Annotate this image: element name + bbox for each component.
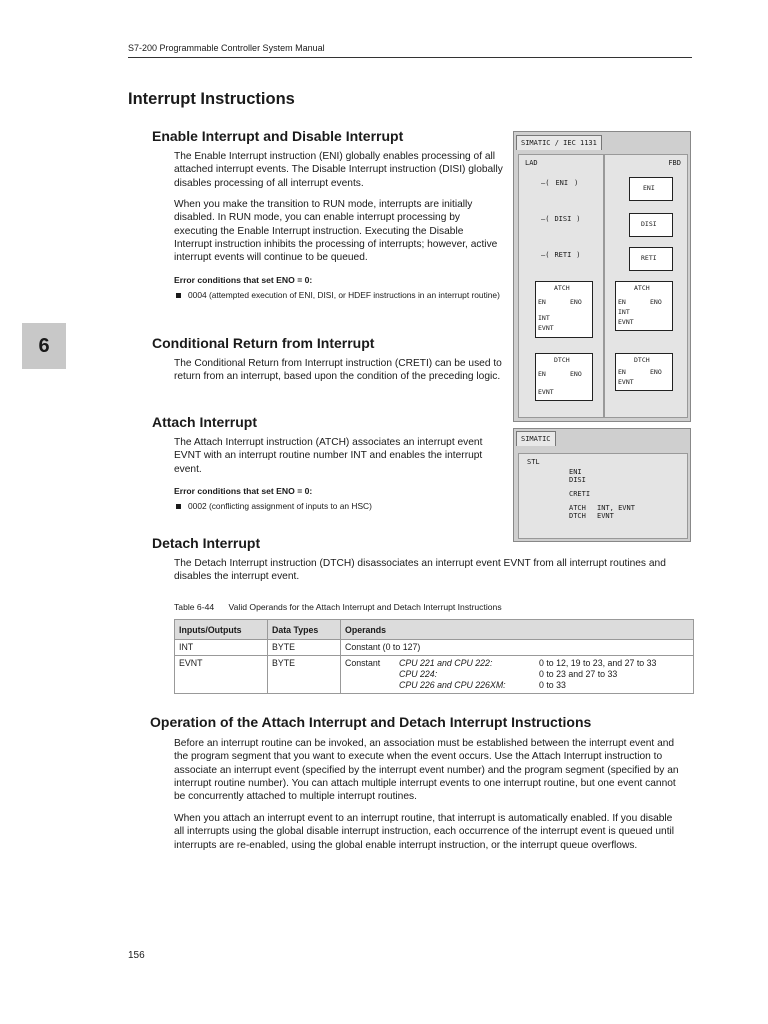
page-title: Interrupt Instructions bbox=[128, 90, 295, 108]
chapter-tab: 6 bbox=[22, 323, 66, 369]
atch-paragraph: The Attach Interrupt instruction (ATCH) associates an interrupt event EVNT with an interrupt routine number INT and enables the interrupt event. bbox=[174, 437, 483, 475]
table-row bbox=[175, 656, 694, 694]
lad-atch-eno: ENO bbox=[570, 298, 582, 306]
table-header-cell: Operands bbox=[341, 620, 694, 640]
stl-label: STL bbox=[527, 458, 540, 466]
section-heading-atch: Attach Interrupt bbox=[152, 414, 257, 430]
stl-op: DISI bbox=[569, 476, 586, 484]
fbd-atch-eno: ENO bbox=[650, 298, 662, 306]
header-rule bbox=[128, 57, 692, 58]
fbd-label: FBD bbox=[668, 159, 681, 167]
table-header-cell: Data Types bbox=[268, 620, 341, 640]
bullet-square-icon bbox=[176, 504, 181, 509]
cpu-name: CPU 226 and CPU 226XM: bbox=[399, 680, 506, 690]
stl-code bbox=[569, 468, 635, 520]
lad-fbd-panel bbox=[513, 131, 691, 422]
fbd-eni-box bbox=[629, 177, 673, 201]
lad-dtch-title: DTCH bbox=[554, 356, 570, 364]
dtch-paragraph: The Detach Interrupt instruction (DTCH) disassociates an interrupt event EVNT from all interrupt routines and disables the interrupt event. bbox=[174, 558, 666, 583]
lad-atch-block bbox=[535, 281, 593, 338]
fbd-dtch-block bbox=[615, 353, 673, 391]
coil-reti: –( RETI ) bbox=[541, 251, 581, 259]
stl-op: CRETI bbox=[569, 490, 591, 498]
lad-dtch-eno: ENO bbox=[570, 370, 582, 378]
running-header: S7-200 Programmable Controller System Manual bbox=[128, 43, 325, 53]
stl-op: DTCH bbox=[569, 512, 586, 520]
event-range: 0 to 23 and 27 to 33 bbox=[539, 669, 618, 679]
eni-error-item bbox=[174, 290, 508, 301]
table-cell: BYTE bbox=[268, 640, 341, 656]
creti-paragraph: The Conditional Return from Interrupt instruction (CRETI) can be used to return from an interrupt, based upon the condition of the preceding logic. bbox=[174, 358, 502, 383]
fbd-atch-en: EN bbox=[618, 298, 626, 306]
fbd-dtch-en: EN bbox=[618, 368, 626, 376]
coil-reti-label: RETI bbox=[554, 251, 572, 259]
stl-line bbox=[569, 504, 635, 512]
bullet-square-icon bbox=[176, 293, 181, 298]
fbd-atch-title: ATCH bbox=[634, 284, 650, 292]
fbd-reti-box bbox=[629, 247, 673, 271]
lad-dtch-en: EN bbox=[538, 370, 546, 378]
coil-disi-label: DISI bbox=[554, 215, 572, 223]
eni-paragraph-2: When you make the transition to RUN mode, interrupts are initially disabled. In RUN mode, you can enable interrupt processing by executing the Enable Interrupt instruction. Executing the Disable Interrupt instruction inhibits the processing of interrupts; however, active interrupt events will continue to be queued. bbox=[174, 199, 498, 264]
table-caption-number: Table 6-44 bbox=[174, 602, 215, 612]
cpu-range-list bbox=[399, 658, 656, 691]
lad-column bbox=[518, 154, 604, 418]
fbd-column bbox=[604, 154, 688, 418]
stl-line bbox=[569, 468, 635, 476]
table-cell: BYTE bbox=[268, 656, 341, 694]
coil-eni-label: ENI bbox=[555, 179, 569, 187]
atch-error-text: 0002 (conflicting assignment of inputs to an HSC) bbox=[188, 501, 372, 511]
operation-paragraph-2: When you attach an interrupt event to an interrupt routine, that interrupt is automatically enabled. If you disable all interrupts using the global disable interrupt instruction, each occurrence of the interrupt event is queued until interrupts are re-enabled, using the global enable interrupt instruction, or the interrupt queue overflows. bbox=[174, 813, 675, 851]
table-cell-operands bbox=[341, 656, 694, 694]
section-heading-dtch: Detach Interrupt bbox=[152, 535, 261, 551]
operation-paragraph-1: Before an interrupt routine can be invoked, an association must be established between the interrupt event and the program segment that you want to execute when the event occurs. Use the Attach Interrupt instruction to associate an interrupt event (specified by the interrupt event number) and the program segment (specified by an interrupt routine number). You can attach multiple interrupt events to one interrupt routine, but one event cannot be concurrently attached to multiple interrupt routines. bbox=[174, 738, 679, 803]
lad-dtch-evnt: EVNT bbox=[538, 388, 554, 396]
stl-line bbox=[569, 476, 635, 484]
stl-panel bbox=[513, 428, 691, 542]
stl-line bbox=[569, 490, 635, 498]
stl-args: EVNT bbox=[597, 512, 614, 520]
fbd-disi-label: DISI bbox=[641, 220, 657, 228]
table-caption bbox=[174, 602, 502, 612]
fbd-disi-box bbox=[629, 213, 673, 237]
page-number: 156 bbox=[128, 950, 145, 961]
table-row bbox=[175, 640, 694, 656]
table-caption-text: Valid Operands for the Attach Interrupt and Detach Interrupt Instructions bbox=[228, 602, 502, 612]
operands-table bbox=[174, 619, 694, 694]
section-heading-operation: Operation of the Attach Interrupt and Detach Interrupt Instructions bbox=[150, 714, 592, 730]
coil-disi: –( DISI ) bbox=[541, 215, 581, 223]
lad-atch-title: ATCH bbox=[554, 284, 570, 292]
stl-args: INT, EVNT bbox=[597, 504, 635, 512]
fbd-dtch-evnt: EVNT bbox=[618, 378, 634, 386]
operand-type: Constant bbox=[345, 658, 381, 668]
lad-label: LAD bbox=[525, 159, 538, 167]
fbd-eni-label: ENI bbox=[643, 184, 655, 192]
lad-dtch-block bbox=[535, 353, 593, 401]
table-header-row bbox=[175, 620, 694, 640]
table-cell: EVNT bbox=[175, 656, 268, 694]
atch-error-title: Error conditions that set ENO = 0: bbox=[174, 486, 313, 496]
stl-line bbox=[569, 512, 635, 520]
stl-content bbox=[518, 453, 688, 539]
panel-tab-simatic-iec: SIMATIC / IEC 1131 bbox=[516, 135, 602, 150]
eni-paragraph-1: The Enable Interrupt instruction (ENI) globally enables processing of all attached interrupt events. The Disable Interrupt instruction (DISI) globally disables processing of all interrupt events. bbox=[174, 151, 503, 189]
fbd-atch-block bbox=[615, 281, 673, 331]
table-cell: Constant (0 to 127) bbox=[341, 640, 694, 656]
fbd-dtch-title: DTCH bbox=[634, 356, 650, 364]
stl-op: ATCH bbox=[569, 504, 586, 512]
section-heading-eni: Enable Interrupt and Disable Interrupt bbox=[152, 128, 404, 144]
fbd-dtch-eno: ENO bbox=[650, 368, 662, 376]
coil-eni: –( ENI ) bbox=[541, 179, 579, 187]
event-range: 0 to 12, 19 to 23, and 27 to 33 bbox=[539, 658, 657, 668]
table-cell: INT bbox=[175, 640, 268, 656]
fbd-reti-label: RETI bbox=[641, 254, 657, 262]
panel-tab-simatic: SIMATIC bbox=[516, 431, 556, 446]
lad-atch-en: EN bbox=[538, 298, 546, 306]
eni-error-text: 0004 (attempted execution of ENI, DISI, or HDEF instructions in an interrupt routine) bbox=[188, 290, 500, 300]
eni-error-title: Error conditions that set ENO = 0: bbox=[174, 275, 313, 285]
lad-atch-int: INT bbox=[538, 314, 550, 322]
stl-op: ENI bbox=[569, 468, 582, 476]
atch-error-item bbox=[174, 501, 508, 512]
fbd-atch-evnt: EVNT bbox=[618, 318, 634, 326]
lad-atch-evnt: EVNT bbox=[538, 324, 554, 332]
cpu-name: CPU 221 and CPU 222: bbox=[399, 658, 493, 668]
section-heading-creti: Conditional Return from Interrupt bbox=[152, 335, 375, 351]
fbd-atch-int: INT bbox=[618, 308, 630, 316]
table-header-cell: Inputs/Outputs bbox=[175, 620, 268, 640]
event-range: 0 to 33 bbox=[539, 680, 566, 690]
cpu-name: CPU 224: bbox=[399, 669, 438, 679]
